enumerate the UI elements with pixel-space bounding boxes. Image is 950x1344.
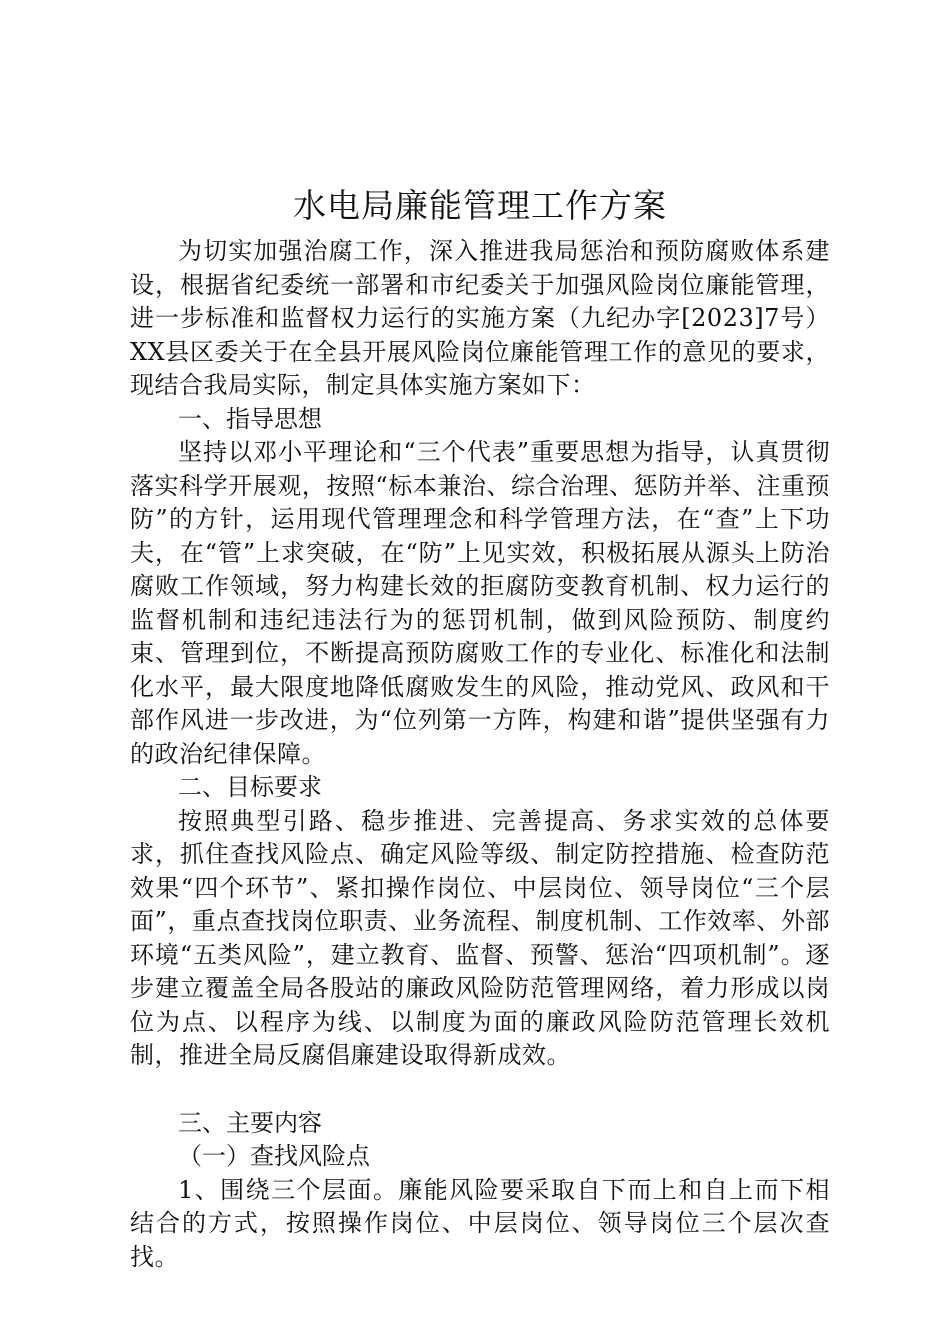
document-title: 水电局廉能管理工作方案	[293, 186, 667, 225]
section-2-body: 按照典型引路、稳步推进、完善提高、务求实效的总体要求，抓住查找风险点、确定风险等级、制定防控措施、检查防范效果“四个环节”、紧扣操作岗位、中层岗位、领导岗位“三个层面”，重点查找岗位职责、业务流程、制度机制、工作效率、外部环境“五类风险”，建立教育、监督、预警、惩治“四项机制”。逐步建立覆盖全局各股站的廉政风险防范管理网络，着力形成以岗位为点、以程序为线、以制度为面的廉政风险防范管理长效机制，推进全局反腐倡廉建设取得新成效。	[130, 806, 830, 1069]
intro-paragraph: 为切实加强治腐工作，深入推进我局惩治和预防腐败体系建设，根据省纪委统一部署和市纪委关于加强风险岗位廉能管理，进一步标准和监督权力运行的实施方案（九纪办字[2023]7号）XX县区委关于在全县开展风险岗位廉能管理工作的意见的要求，现结合我局实际，制定具体实施方案如下：	[130, 237, 830, 399]
document-page	[130, 183, 830, 1274]
section-1-body: 坚持以邓小平理论和“三个代表”重要思想为指导，认真贯彻落实科学开展观，按照“标本兼治、综合治理、惩防并举、注重预防”的方针，运用现代管理理念和科学管理方法，在“查”上下功夫，在“管”上求突破，在“防”上见实效，积极拓展从源头上防治腐败工作领域，努力构建长效的拒腐防变教育机制、权力运行的监督机制和违纪违法行为的惩罚机制，做到风险预防、制度约束、管理到位，不断提高预防腐败工作的专业化、标准化和法制化水平，最大限度地降低腐败发生的风险，推动党风、政风和干部作风进一步改进，为“位列第一方阵，构建和谐”提供坚强有力的政治纪律保障。	[130, 438, 830, 768]
section-3-heading: 三、主要内容	[178, 1108, 322, 1137]
section-1-heading: 一、指导思想	[178, 404, 322, 433]
section-2-heading: 二、目标要求	[178, 773, 322, 801]
blank-line	[130, 1073, 830, 1107]
section-3-subheading: （一）查找风险点	[178, 1142, 370, 1170]
section-3-item-1: 1、围绕三个层面。廉能风险要采取自下而上和自上而下相结合的方式，按照操作岗位、中层岗位、领导岗位三个层次查找。	[130, 1175, 830, 1271]
